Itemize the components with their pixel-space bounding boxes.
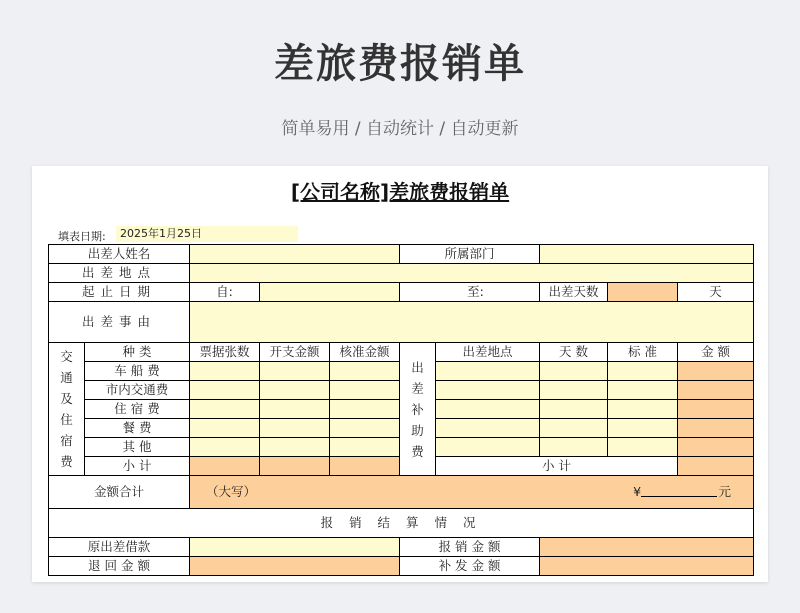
advance-field[interactable]: [190, 538, 400, 557]
cell-input[interactable]: [330, 381, 400, 400]
days-value: [608, 283, 678, 302]
cell-computed: [678, 400, 754, 419]
date-label: 填表日期:: [58, 230, 106, 243]
reimburse-value: [540, 538, 754, 557]
row-label: 住 宿 费: [85, 400, 190, 419]
reason-field[interactable]: [190, 302, 754, 343]
cell-input[interactable]: [436, 419, 540, 438]
cell-input[interactable]: [540, 400, 608, 419]
cell-input[interactable]: [190, 400, 260, 419]
row-label: 餐 费: [85, 419, 190, 438]
cell-input[interactable]: [436, 400, 540, 419]
header-approved: 核准金额: [330, 343, 400, 362]
supplement-value: [540, 557, 754, 576]
expense-form-sheet: [32, 166, 768, 582]
cell-input[interactable]: [608, 438, 678, 457]
cell-input[interactable]: [540, 381, 608, 400]
refund-value: [190, 557, 400, 576]
reimburse-label: 报 销 金 额: [400, 538, 540, 557]
allowance-group-label: 出 差 补 助 费: [400, 343, 436, 476]
period-label: 起止日期: [49, 283, 190, 302]
total-label: 金额合计: [49, 476, 190, 509]
header-allowance-days: 天 数: [540, 343, 608, 362]
subtotal-amount: [260, 457, 330, 476]
subtotal-approved: [330, 457, 400, 476]
settlement-title: 报 销 结 算 情 况: [49, 509, 754, 538]
cell-computed: [678, 381, 754, 400]
cell-computed: [678, 438, 754, 457]
location-field[interactable]: [190, 264, 754, 283]
currency-symbol: ¥: [633, 484, 642, 499]
header-amount: 开支金额: [260, 343, 330, 362]
subtotal-label: 小 计: [85, 457, 190, 476]
supplement-label: 补 发 金 额: [400, 557, 540, 576]
cell-input[interactable]: [540, 419, 608, 438]
cell-input[interactable]: [260, 438, 330, 457]
row-label: 车 船 费: [85, 362, 190, 381]
cell-input[interactable]: [190, 381, 260, 400]
cell-input[interactable]: [330, 362, 400, 381]
cell-input[interactable]: [260, 400, 330, 419]
dept-field[interactable]: [540, 245, 754, 264]
cell-input[interactable]: [436, 438, 540, 457]
cell-input[interactable]: [190, 362, 260, 381]
advance-label: 原出差借款: [49, 538, 190, 557]
row-label: 其 他: [85, 438, 190, 457]
cell-input[interactable]: [608, 362, 678, 381]
from-label: 自:: [190, 283, 260, 302]
cell-input[interactable]: [330, 438, 400, 457]
cell-input[interactable]: [540, 362, 608, 381]
form-title: [公司名称]差旅费报销单: [290, 180, 510, 204]
cell-input[interactable]: [608, 419, 678, 438]
header-allowance-rate: 标 准: [608, 343, 678, 362]
cell-input[interactable]: [436, 381, 540, 400]
header-category: 种 类: [85, 343, 190, 362]
amount-underline: [641, 496, 717, 497]
days-unit: 天: [678, 283, 754, 302]
header-receipts: 票据张数: [190, 343, 260, 362]
cell-input[interactable]: [608, 381, 678, 400]
traveler-field[interactable]: [190, 245, 400, 264]
total-amount-cell: [190, 476, 754, 509]
cell-input[interactable]: [330, 400, 400, 419]
cell-input[interactable]: [260, 362, 330, 381]
cell-input[interactable]: [436, 362, 540, 381]
allowance-subtotal-label: 小 计: [436, 457, 678, 476]
cell-input[interactable]: [190, 438, 260, 457]
page-title: 差旅费报销单: [274, 41, 526, 87]
cell-input[interactable]: [190, 419, 260, 438]
cell-input[interactable]: [330, 419, 400, 438]
cell-input[interactable]: [260, 381, 330, 400]
cell-input[interactable]: [540, 438, 608, 457]
allowance-subtotal-amount: [678, 457, 754, 476]
currency-unit: 元: [718, 484, 732, 499]
location-label: 出差地点: [49, 264, 190, 283]
date-field[interactable]: 2025年1月25日: [116, 226, 298, 242]
header-allowance-location: 出差地点: [436, 343, 540, 362]
transport-group-label: 交 通 及 住 宿 费: [49, 343, 85, 476]
cell-computed: [678, 419, 754, 438]
total-words-label: （大写）: [206, 484, 257, 499]
to-label: 至:: [400, 283, 540, 302]
cell-input[interactable]: [260, 419, 330, 438]
row-label: 市内交通费: [85, 381, 190, 400]
cell-input[interactable]: [608, 400, 678, 419]
from-date-field[interactable]: [260, 283, 400, 302]
reason-label: 出差事由: [49, 302, 190, 343]
dept-label: 所属部门: [400, 245, 540, 264]
traveler-label: 出差人姓名: [49, 245, 190, 264]
cell-computed: [678, 362, 754, 381]
subtotal-receipts: [190, 457, 260, 476]
days-label: 出差天数: [540, 283, 608, 302]
refund-label: 退 回 金 额: [49, 557, 190, 576]
expense-table: [48, 244, 754, 576]
page-subtitle: 简单易用 / 自动统计 / 自动更新: [281, 119, 519, 139]
header-allowance-amount: 金 额: [678, 343, 754, 362]
